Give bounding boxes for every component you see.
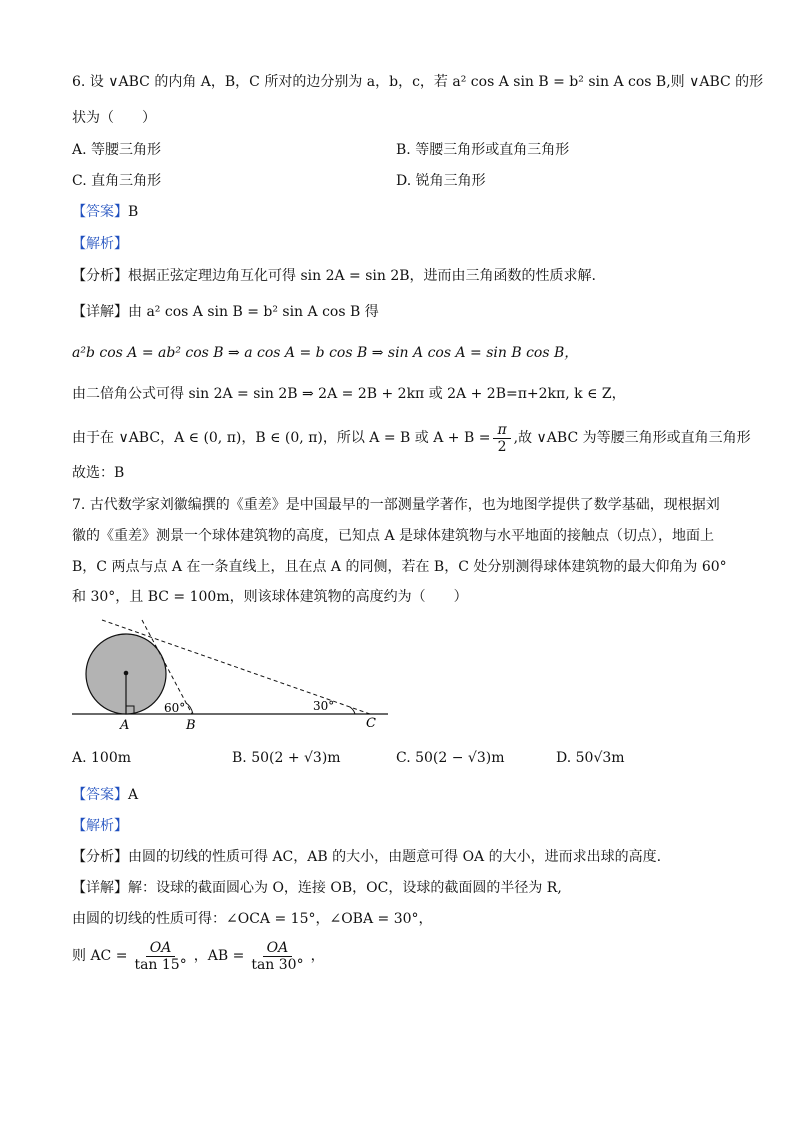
q7-step2-den1: tan 15° <box>134 956 187 973</box>
q7-step2-den2: tan 30° <box>251 956 304 973</box>
q6-fenxi <box>72 266 596 286</box>
q7-analysis-label-text: 【解析】 <box>72 818 128 834</box>
q7-step2-pre: 则 AC = <box>72 948 128 964</box>
q7-choice-b: B. 50(2 + √3)m <box>232 750 341 766</box>
q6-conclusion: 故选：B <box>72 465 125 481</box>
q6-step3-den: 2 <box>497 438 507 455</box>
q7-fenxi-label: 【分析】 <box>72 849 128 865</box>
q6-step3-fraction <box>493 422 510 455</box>
q6-step1: a²b cos A = ab² cos B ⇒ a cos A = b cos B ⇒ sin A cos A = sin B cos B， <box>72 345 579 361</box>
q6-choice-c: C. 直角三角形 <box>72 173 162 189</box>
q6-detail <box>72 302 379 322</box>
label-c: C <box>366 716 376 731</box>
q6-step3-post: ,故 ∨ABC 为等腰三角形或直角三角形 <box>513 430 751 446</box>
q6-analysis-label <box>72 234 128 254</box>
q7-step2-fraction1 <box>130 940 190 973</box>
q6-detail-label: 【详解】 <box>72 304 128 320</box>
q7-step2 <box>72 936 325 976</box>
q7-step2-num1: OA <box>146 940 176 957</box>
label-a: A <box>120 718 130 733</box>
q7-choice-c: C. 50(2 − √3)m <box>396 750 505 766</box>
q6-choice-b: B. 等腰三角形或直角三角形 <box>396 142 570 158</box>
q6-fenxi-text: 根据正弦定理边角互化可得 sin 2A = sin 2B，进而由三角函数的性质求解. <box>128 268 597 284</box>
q7-step2-fraction2 <box>247 940 307 973</box>
q7-figure <box>60 612 400 737</box>
q7-step2-num2: OA <box>263 940 293 957</box>
q6-choice-a: A. 等腰三角形 <box>72 142 162 158</box>
q7-analysis-label <box>72 816 128 836</box>
q7-stem-line1: 7. 古代数学家刘徽编撰的《重差》是中国最早的一部测量学著作，也为地图学提供了数学基础，现根据刘 <box>72 497 720 513</box>
q7-detail-text: 解：设球的截面圆心为 O，连接 OB，OC，设球的截面圆的半径为 R, <box>128 880 562 896</box>
q7-choice-a: A. 100m <box>72 750 132 766</box>
q6-answer <box>72 202 138 222</box>
q7-fenxi-text: 由圆的切线的性质可得 AC，AB 的大小，由题意可得 OA 的大小，进而求出球的高度. <box>128 849 662 865</box>
q6-step2: 由二倍角公式可得 sin 2A = sin 2B ⇒ 2A = 2B + 2kπ 或 2A + 2B=π+2kπ, k ∈ Z， <box>72 386 626 402</box>
q7-detail <box>72 878 562 898</box>
q6-answer-value: B <box>128 204 139 220</box>
q6-stem-line2: 状为（ ） <box>72 110 156 126</box>
q6-analysis-label-text: 【解析】 <box>72 236 128 252</box>
q7-step1: 由圆的切线的性质可得：∠OCA = 15°，∠OBA = 30°， <box>72 911 433 927</box>
q7-stem-line3: B，C 两点与点 A 在一条直线上，且在点 A 的同侧，若在 B，C 处分别测得球体建筑物的最大仰角为 60° <box>72 559 727 575</box>
angle-label-c: 30° <box>313 699 335 713</box>
q7-step2-post: ， <box>310 948 325 964</box>
q7-answer-label: 【答案】 <box>72 787 128 803</box>
q6-choice-d: D. 锐角三角形 <box>396 173 486 189</box>
q7-answer-value: A <box>128 787 139 803</box>
q7-choice-d: D. 50√3m <box>556 750 625 766</box>
q7-fenxi <box>72 847 661 867</box>
q6-step3-num: π <box>493 422 510 439</box>
q6-step3 <box>72 420 751 456</box>
q7-detail-label: 【详解】 <box>72 880 128 896</box>
q6-answer-label: 【答案】 <box>72 204 128 220</box>
q7-step2-mid: ，AB = <box>193 948 245 964</box>
q7-stem-line4: 和 30°，且 BC = 100m，则该球体建筑物的高度约为（ ） <box>72 589 468 605</box>
q6-fenxi-label: 【分析】 <box>72 268 128 284</box>
q7-stem-line2: 徽的《重差》测景一个球体建筑物的高度，已知点 A 是球体建筑物与水平地面的接触点（切点），地面上 <box>72 528 715 544</box>
angle-label-b: 60° <box>164 701 186 715</box>
q7-answer <box>72 785 138 805</box>
q6-step3-pre: 由于在 ∨ABC，A ∈ (0, π)，B ∈ (0, π)，所以 A = B 或 A + B = <box>72 430 491 446</box>
q6-detail-text: 由 a² cos A sin B = b² sin A cos B 得 <box>128 304 379 320</box>
label-b: B <box>186 718 196 733</box>
q6-stem-line1: 6. 设 ∨ABC 的内角 A，B，C 所对的边分别为 a，b，c，若 a² cos A sin B = b² sin A cos B,则 ∨ABC 的形 <box>72 74 764 90</box>
